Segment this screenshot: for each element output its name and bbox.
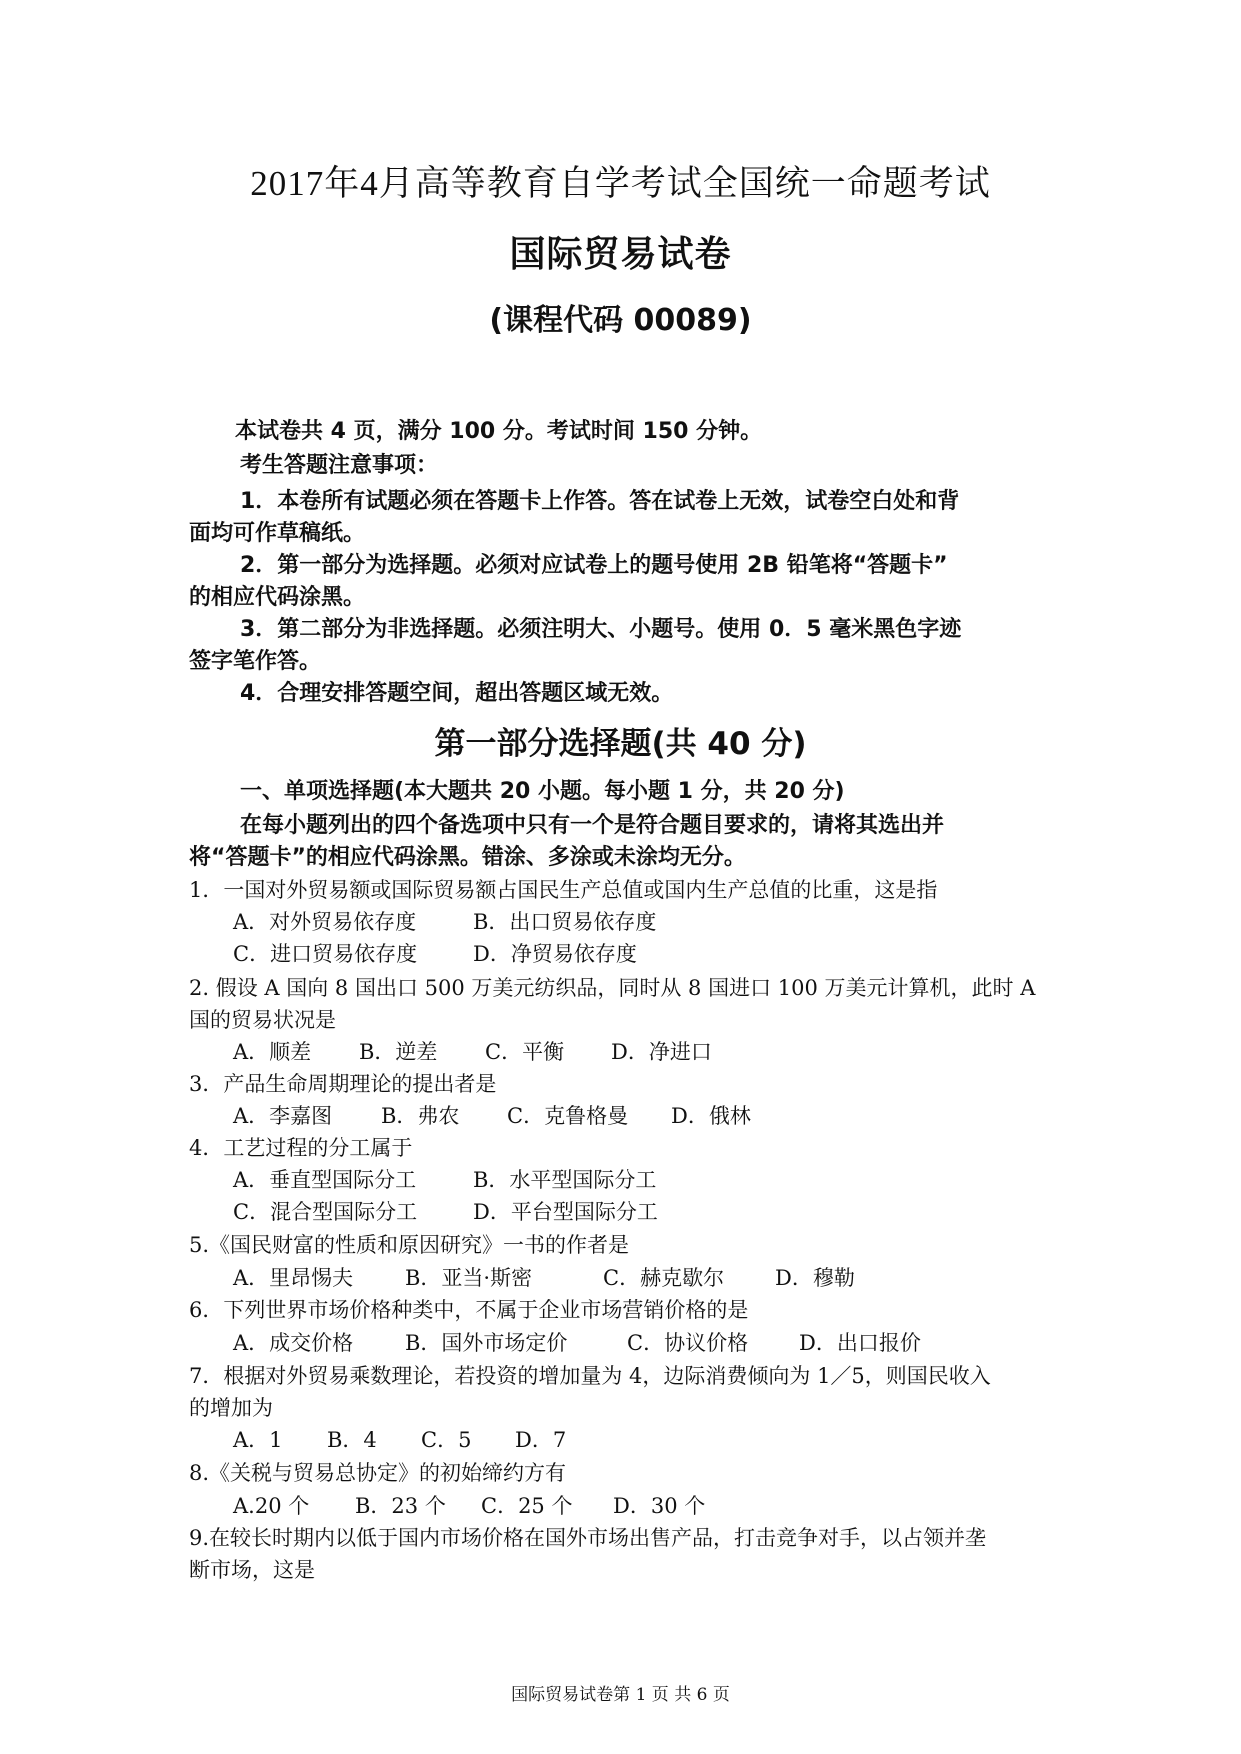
section-instruction-b: 将“答题卡”的相应代码涂黑。错涂、多涂或未涂均无分。 [189, 845, 746, 870]
page-footer: 国际贸易试卷第 1 页 共 6 页 [511, 1685, 730, 1705]
question-5-stem: 5.《国民财富的性质和原因研究》一书的作者是 [189, 1233, 630, 1257]
question-6-option-d: D．出口报价 [799, 1331, 921, 1355]
question-4-option-c: C．混合型国际分工 [233, 1200, 418, 1224]
notes-heading: 考生答题注意事项： [240, 453, 439, 478]
question-2-option-c: C．平衡 [485, 1040, 565, 1064]
notes-item-1b: 面均可作草稿纸。 [189, 521, 366, 546]
section-instruction-a: 在每小题列出的四个备选项中只有一个是符合题目要求的，请将其选出并 [240, 813, 945, 838]
question-6-options [233, 1327, 921, 1357]
question-3-option-b: B．弗农 [381, 1104, 460, 1128]
question-4-stem: 4．工艺过程的分工属于 [189, 1136, 413, 1160]
question-5-option-a: A．里昂惕夫 [233, 1266, 354, 1290]
question-3-options [233, 1100, 751, 1130]
exam-title: 2017年4月高等教育自学考试全国统一命题考试 [250, 164, 991, 203]
paper-title: 国际贸易试卷 [509, 234, 732, 275]
question-3-option-d: D．俄林 [671, 1104, 751, 1128]
question-2-option-b: B．逆差 [359, 1040, 438, 1064]
question-9-stem-b: 断市场，这是 [189, 1558, 315, 1582]
notes-item-1a: 1．本卷所有试题必须在答题卡上作答。答在试卷上无效，试卷空白处和背 [240, 489, 960, 514]
question-9-stem-a: 9.在较长时期内以低于国内市场价格在国外市场出售产品，打击竞争对手，以占领并垄 [189, 1526, 987, 1550]
question-5-option-b: B．亚当·斯密 [405, 1266, 533, 1290]
notes-item-3b: 签字笔作答。 [189, 649, 322, 674]
question-3-stem: 3．产品生命周期理论的提出者是 [189, 1072, 497, 1096]
part1-title: 第一部分选择题(共 40 分) [434, 726, 807, 762]
question-1-options-row1 [233, 906, 656, 936]
question-6-option-a: A．成交价格 [233, 1331, 354, 1355]
section-heading: 一、单项选择题(本大题共 20 小题。每小题 1 分，共 20 分) [240, 779, 845, 804]
question-7-option-b: B．4 [327, 1428, 377, 1452]
question-7-option-d: D．7 [515, 1428, 567, 1452]
question-5-options [233, 1262, 855, 1292]
question-7-option-c: C．5 [421, 1428, 472, 1452]
question-3-option-a: A．李嘉图 [233, 1104, 333, 1128]
question-5-option-d: D．穆勒 [775, 1266, 855, 1290]
notes-item-2b: 的相应代码涂黑。 [189, 585, 366, 610]
question-7-stem-a: 7．根据对外贸易乘数理论，若投资的增加量为 4，边际消费倾向为 1／5，则国民收入 [189, 1364, 991, 1388]
notes-item-3a: 3．第二部分为非选择题。必须注明大、小题号。使用 0．5 毫米黑色字迹 [240, 617, 962, 642]
course-code: (课程代码 00089) [489, 303, 752, 338]
question-8-option-b: B．23 个 [355, 1494, 446, 1518]
question-1-option-b: B．出口贸易依存度 [473, 910, 657, 934]
question-2-option-a: A．顺差 [233, 1040, 312, 1064]
notes-item-4: 4．合理安排答题空间，超出答题区域无效。 [240, 681, 674, 706]
question-3-option-c: C．克鲁格曼 [507, 1104, 629, 1128]
question-1-option-a: A．对外贸易依存度 [233, 910, 417, 934]
question-7-options [233, 1424, 566, 1454]
question-5-option-c: C．赫克歇尔 [603, 1266, 725, 1290]
question-7-stem-b: 的增加为 [189, 1396, 273, 1420]
question-2-options [233, 1036, 712, 1066]
question-2-stem-a: 2. 假设 A 国向 8 国出口 500 万美元纺织品，同时从 8 国进口 100 万美元计算机，此时 A [189, 976, 1036, 1000]
question-1-option-c: C．进口贸易依存度 [233, 942, 418, 966]
question-8-options [233, 1490, 705, 1520]
question-2-stem-b: 国的贸易状况是 [189, 1008, 336, 1032]
question-4-option-b: B．水平型国际分工 [473, 1168, 657, 1192]
question-8-option-c: C．25 个 [481, 1494, 573, 1518]
notes-intro: 本试卷共 4 页，满分 100 分。考试时间 150 分钟。 [235, 419, 763, 444]
question-1-option-d: D．净贸易依存度 [473, 942, 637, 966]
question-1-options-row2 [233, 938, 637, 968]
question-6-option-b: B．国外市场定价 [405, 1331, 568, 1355]
question-4-options-row2 [233, 1196, 658, 1226]
question-6-stem: 6．下列世界市场价格种类中，不属于企业市场营销价格的是 [189, 1298, 749, 1322]
question-7-option-a: A．1 [233, 1428, 283, 1452]
question-4-option-a: A．垂直型国际分工 [233, 1168, 417, 1192]
question-6-option-c: C．协议价格 [627, 1331, 749, 1355]
notes-item-2a: 2．第一部分为选择题。必须对应试卷上的题号使用 2B 铅笔将“答题卡” [240, 553, 948, 578]
question-2-option-d: D．净进口 [611, 1040, 712, 1064]
question-8-stem: 8.《关税与贸易总协定》的初始缔约方有 [189, 1461, 567, 1485]
question-4-option-d: D．平台型国际分工 [473, 1200, 658, 1224]
question-8-option-d: D．30 个 [613, 1494, 706, 1518]
question-1-stem: 1．一国对外贸易额或国际贸易额占国民生产总值或国内生产总值的比重，这是指 [189, 878, 938, 902]
question-4-options-row1 [233, 1164, 656, 1194]
question-8-option-a: A.20 个 [233, 1494, 310, 1518]
